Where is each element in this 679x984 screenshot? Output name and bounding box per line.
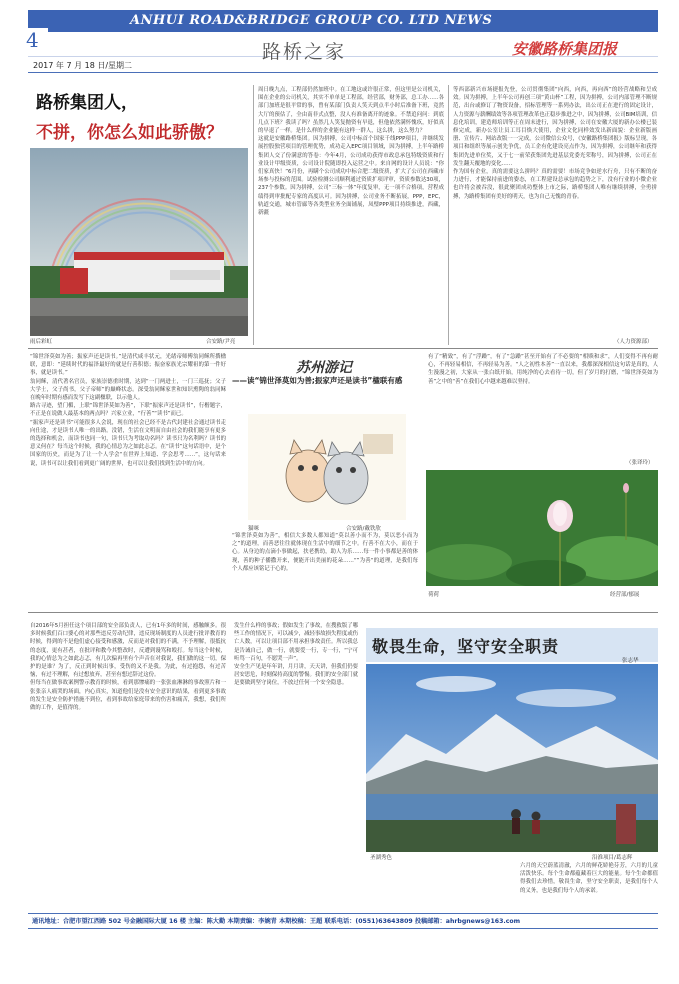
- lotus-caption-credit: 经营部/郁展: [610, 592, 640, 598]
- article3-title: 敬畏生命，坚守安全职责: [372, 637, 560, 656]
- column-divider: [448, 85, 449, 345]
- cats-caption-title: 猫咪: [248, 526, 260, 532]
- issue-date: 2017 年 7 月 18 日/星期二: [33, 61, 133, 70]
- lotus-caption-title: 荷荷: [428, 592, 440, 598]
- article2-byline: （张译玲）: [626, 460, 654, 466]
- article3-column2: 发生什么样的事故；假如发生了事故，在搜救版了哪些工作的情况下，可以减少，减轻事故损失程度或伤亡人数，可以让项目部不用承担事故责任。所以我总是告诫自己，做一行，就要爱一行，专一行，“宁可听骂一百句，不愿哭一声”。 安全生产见是年年讲，月月讲，天天讲，但我们仍要居安思危，时刻保持高度的警惕。我们的安全部门就是要做到坚守岗位，不放过任何一个安全隐患。: [234, 623, 358, 687]
- article1-column2: 等西部新兴市场捷报先登，公司贯彻集团“向西，向西，再向西”的经营战略和呈成效。因为拼搏，上半年公司再创三项“黄山杯”工程，因为拼搏，公司内部管理不断规范，出台或修订了物资设备，招标管理等一系列办法，出公司正在进行的固定设计，人力资源与薪酬绩效等各项管理改革也正稳步推进之中，因为拼搏，公司BIM培训，信息化培训，建造师培训等正在周末进行，因为拼搏，公司在安徽大厦的新办公楼已装修完成，新办公室让员工耳目焕大使用，企业文化同样效发出新面貌：企业新版画册、宣传片、网站改版一一完成，公司微信公众号，《安徽路桥集团报》版标呈现，各项目和组织等展示创先争优，员工企有化建设亮点作为，因为拼搏，公司继年和获得集团先进单位奖，又于七一前荣获集团先进基层党委光荣称号，因为拼搏，公司正在发生翻天覆地的变化…… 作为国有企业，真的需要这么拼吗？真的需要！市场竞争如逆水行舟，只有不断的奋力进行，才能保持前进的姿态，在工程建设总承包的趋势之下，没有行业的小微企业也许将会被吞没，很此聚团成功整体上市之际，路桥集团人唯有继续拼搏，全勇拼搏，为路桥集团有美好的明天，也为自己无愧的青春。: [453, 87, 657, 200]
- article2-subtitle: ——读“锦世泽莫如为善;振家声还是读书”楹联有感: [232, 376, 403, 385]
- mountain-caption-title: 圣湖秀色: [370, 855, 393, 861]
- article2-column1: “锦世泽莫如为善；振家声还是读书。”是清代咸丰状元，光绪帝师傅翁同稣所撰楹联，意即：“延续时代的福泽最好的就是行善积德；振奋家族光宗耀祖的第一件好事，就是读书。” 翁同稣，清代著名官员，家族崇德重时期，达到“一门两进士，一门三巡抚；父子大学士，父子尚书，父子帝师”的巅峰状态。深受翁同稣家世和知识熏陶的翁同稣在晚年时期有感而发写下这副楹联，以示他人。 路古寻迹，望门楣，上联“锦世泽莫如为善”，下联“振家声还是读书”，行楷题字，不正是在说做人最基本的两点吗？兴家立业，“行善”“读书”而已。 “振家声还是读书”可能很多人会说，现在的社会已经不是古代封建社会通过读书走向仕途，才是读书人唯一的出路。没错，生活在文明而自由社会的我们能享有更多的选择和机会，而读书也同一句，读书只为考取功名吗？读书只为名利吗？读书的意义何在？每当这个时候，我的心情总为之如此忐忑。在“读书”这句话语中，是个国家的历史，而是为了让一个人学会“在世界上知道、学会思考……”，这句话来说，读书可以让我们看到更广阔的世界，也可以让我们找到生活中的方向。: [30, 354, 226, 467]
- section-rule: [28, 612, 658, 613]
- section-rule: [28, 348, 658, 349]
- article1-byline: （人力资源部）: [614, 339, 653, 345]
- article2-title: 苏州游记: [296, 360, 352, 376]
- newspaper-calligraphy-logo: 安徽路桥集团报: [512, 40, 618, 58]
- mountain-caption-credit: 沿淮项目/葛志辉: [592, 855, 633, 861]
- footer-contact-info: 通讯地址：合肥市望江西路 502 号金融国际大厦 16 楼 主编：陈大勤 本期责编：李婉青 本期校稿：王超 联系电话：(0551)63643809 投稿邮箱：ahrbgnews@163.com: [32, 918, 521, 925]
- masthead-title: ANHUI ROAD&BRIDGE GROUP CO. LTD NEWS: [130, 13, 493, 28]
- article2-column2: “锦世泽莫如为善”，相信大多数人都知道“莫以善小而不为，莫以恶小而为之”的道理，而善恶往往就体现在生活中的细节之中。行善不在大小，而在于心。从身边的点滴小事做起，扶老携幼，助人为乐……每一件小事都是善的体现，善的种子播撒开来，便能开出美丽的花朵……“”为善“的道理，是我们每个人都应该铭记于心的。: [232, 533, 418, 572]
- section-title: 路桥之家: [262, 41, 347, 63]
- cats-caption-credit: 合安路/戴铁欣: [346, 526, 381, 532]
- article3-column3: 六月的天空蔚蓝清澈，六月的鲜花娇艳芬芳，六月的儿童活泼快乐。每个生命都蕴藏着巨大的能量。每个生命都值得我们去珍惜，敬畏生命，坚守安全职责，是我们每个人的义务，也是我们每个人的承诺。: [520, 863, 658, 894]
- rainbow-photo-caption-credit: 合安路/尹亮: [206, 339, 236, 345]
- article1-headline-line2: 不拼，你怎么如此骄傲？: [36, 123, 223, 143]
- cats-illustration: [248, 414, 406, 520]
- article3-byline: 张志华: [622, 658, 639, 664]
- article1-column1: 周日晚九点，工程部仍然加班中。在工地这或许很正常，但这里是公司机关，围在企业的公司机关，其实不单单是工程部，经营部，财务部，总工办……各部门加班是很平常的事，曾有某部门负责人笑天到点半小时后准备下班，竟然大厅的预估了，全由南非式点整，没人有准备离开的迹象。不禁追问问：到底几点下班？我读了吗？虽然几人笑复抛资有早退，但他依然满怀愧疚，好似真的早退了一样。是什么样的企业能有这样一群人，这么拼，这么努力？ 这就是安徽路桥集团。因为拼搏，公司中标首个国家千线PPP项目，并继续发展控股独营项目的管理优势，成功走入EPC项目领域，因为拼搏，上半年路桥集团人交了份满意的答卷：今年4月，公司成功获得市政总承包特级资质和行业设计甲级资质，公司设计院随即投入运营之中。来自网的设计人员说：“你们家真快！”6月份，再瞒个公司成功中标合肥二级资质，扩大了公司在西藏市场参与投标的范围。试验检测公司顺利通过资质扩项评审，资质参数达30项，237个参数。因为拼搏，公司“三标一体”年度复审，无一项不合格项，营程成绩得到审批配专家的高度认可。因为拼搏，公司业务不断拓展，PPP，EPC，轨道交通，城市管廊等各类型业务全面铺展，凤璧PPP项目持续推进，西藏，新疆: [258, 87, 444, 217]
- mountain-lake-photo: [366, 664, 658, 852]
- page-number: 4: [26, 28, 48, 50]
- article2-column3: 有了“精致”，有了“浮躁”，有了“急躁”甚至开始有了不必要的“相赎和求”，人们变得不再有耐心，不再轻易相信，不再轻易为善。“人之初性本善”一直以来，我都深深相信这句话是真的，人生漫漫之初，大家从一张白纸开始，用纯净的心去看待一切，但了岁月的打磨，“锦世泽莫如为善”之中的“善”在我们心中越来越难以坚持。: [428, 354, 658, 385]
- rainbow-photo-caption-title: 雨后彩虹: [30, 339, 53, 345]
- column-divider: [253, 85, 254, 345]
- article1-headline-line1: 路桥集团人，: [36, 93, 138, 113]
- article3-column1: 自2016年5月担任这个项目部的安全部负责人，已有1年多的时间，感触颇多。很多时候我们百口婆心的对那些违反劳动纪律，违反现场制度的人员进行批评教育的时候，得到的不是他们虚心接受和感激，反而是对我们的不满，不予理解，很抵抗的态度，更有甚者，在批评和教今其整改时，反遭到谩骂和殴打。每当这个时候，我的心情总为之如此忐忑，有几次偏再里有个声音在对我说，我们做的这一切，保护的是谁？为了，反正到时候出事，受伤的又不是我。为此，有过抱怨，有过苦恼，有过不理解，有过想放弃，甚至有想过辞过这份。 但每当在做事故案例警示教育的时候，看到那惨痛的一张张血淋淋的事故照片和一张张亲人痛哭的场面，内心真实，知道他们是没有安全意识的结果，看到更多事故的发生是安全防护措施不到位，看到事故给家庭带来的伤害和痛苦，我想，我们所做的工作，是值得的。: [30, 623, 226, 712]
- header-rule: [28, 72, 658, 73]
- rainbow-photo: [30, 148, 248, 336]
- lotus-photo: [426, 470, 658, 586]
